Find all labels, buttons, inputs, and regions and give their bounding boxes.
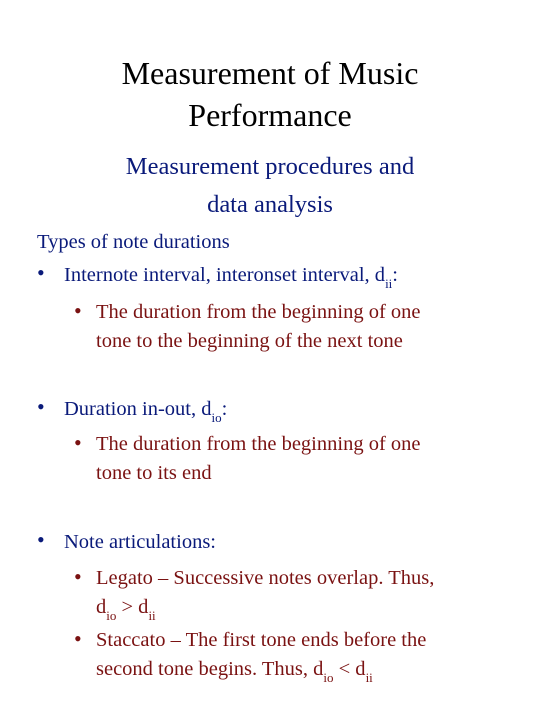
bullet-text: Internote interval, interonset interval, $d_{ii}$:: [64, 264, 398, 291]
bullet-dot-icon: •: [37, 394, 45, 419]
bullet-text: Duration in-out, $d_{io}$:: [64, 398, 228, 425]
bullet-dot-icon: •: [74, 430, 82, 455]
sub-bullet-text: The duration from the beginning of one tone to its end: [96, 433, 421, 484]
subscript: io: [211, 410, 222, 425]
sub-bullet-text: Staccato – The first tone ends before the second tone begins. Thus, $d_{io} < d_{ii}$: [96, 629, 427, 685]
bullet-dot-icon: •: [74, 564, 82, 589]
bullet-dot-icon: •: [37, 527, 45, 552]
subscript: ii: [148, 608, 156, 623]
subscript: io: [106, 608, 117, 623]
subscript: ii: [385, 276, 393, 291]
subscript: ii: [365, 670, 373, 685]
sub-bullet-text: Legato – Successive notes overlap. Thus, $d_{io} > d_{ii}$: [96, 567, 435, 623]
sub-bullet-text: The duration from the beginning of one tone to the beginning of the next tone: [96, 301, 421, 352]
section-heading: Types of note durations: [37, 231, 230, 253]
subscript: io: [323, 670, 334, 685]
bullet-dot-icon: •: [74, 626, 82, 651]
bullet-dot-icon: •: [37, 260, 45, 285]
slide-title-line-2: Performance: [188, 97, 352, 133]
bullet-dot-icon: •: [74, 298, 82, 323]
bullet-text: Note articulations:: [64, 531, 216, 553]
slide-subtitle-line-2: data analysis: [207, 191, 333, 218]
slide-subtitle: [0, 148, 540, 224]
slide-subtitle-line-1: Measurement procedures and: [125, 153, 415, 180]
slide-title: [0, 52, 540, 136]
slide-title-line-1: Measurement of Music: [121, 55, 419, 91]
